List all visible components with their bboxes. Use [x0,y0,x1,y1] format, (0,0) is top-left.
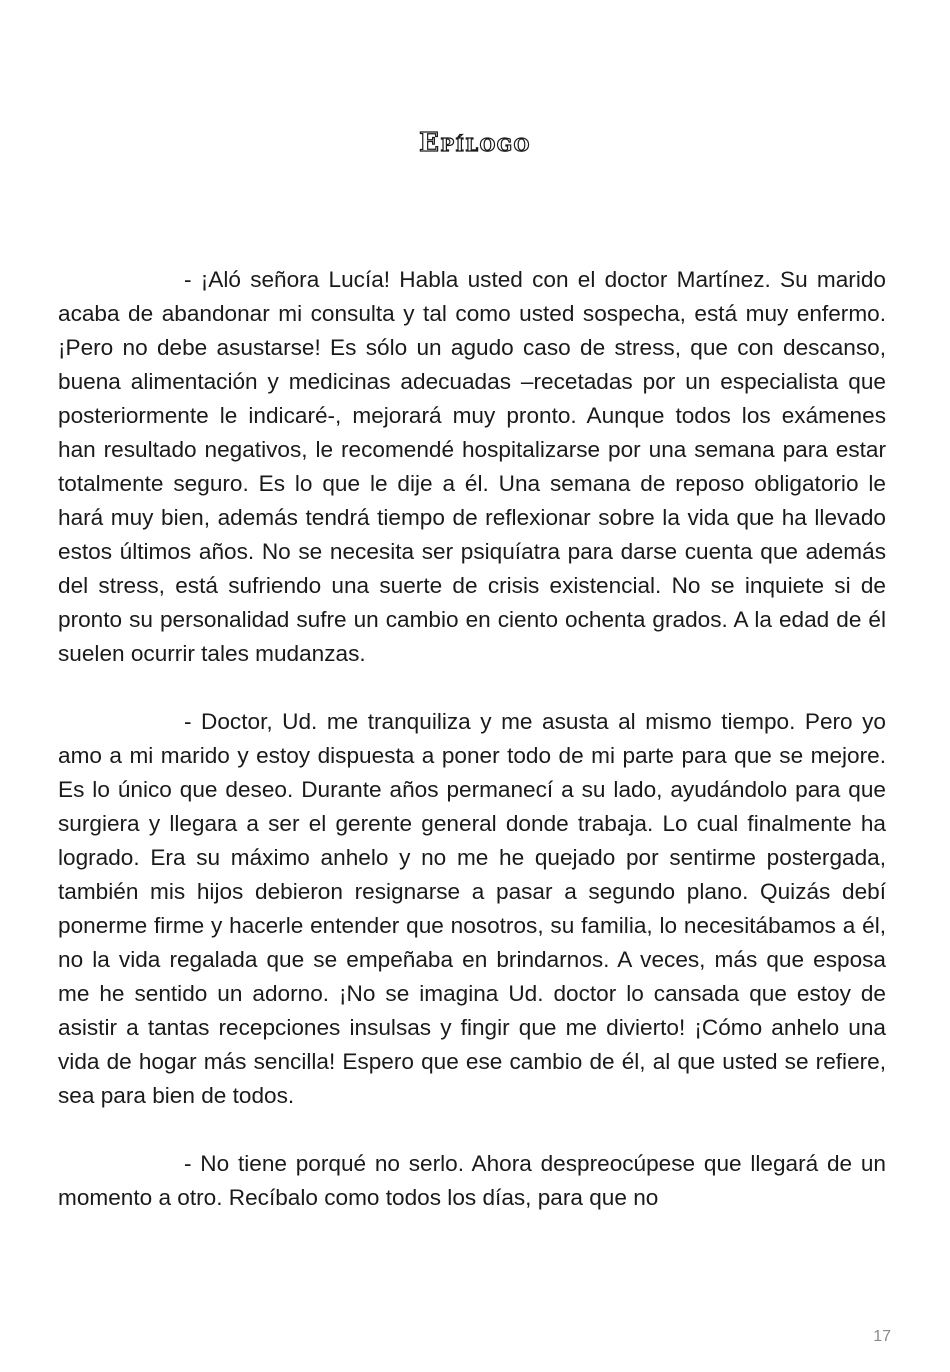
chapter-title: Epílogo [419,128,531,158]
page-number: 17 [873,1328,891,1345]
paragraph: - No tiene porqué no serlo. Ahora despreocúpese que llegará de un momento a otro. Recíbalo como todos los días, para que no [58,1151,886,1210]
body-text [58,263,886,1215]
paragraph: - Doctor, Ud. me tranquiliza y me asusta al mismo tiempo. Pero yo amo a mi marido y estoy dispuesta a poner todo de mi parte para que se mejore. Es lo único que deseo. Durante años permanecí a su lado, ayudándolo para que surgiera y llegara a ser el gerente general donde trabaja. Lo cual finalmente ha logrado. Era su máximo anhelo y no me he quejado por sentirme postergada, también mis hijos debieron resignarse a pasar a segundo plano. Quizás debí ponerme firme y hacerle entender que nosotros, su familia, lo necesitábamos a él, no la vida regalada que se empeñaba en brindarnos. A veces, más que esposa me he sentido un adorno. ¡No se imagina Ud. doctor lo cansada que estoy de asistir a tantas recepciones insulsas y fingir que me divierto! ¡Cómo anhelo una vida de hogar más sencilla! Espero que ese cambio de él, al que usted se refiere, sea para bien de todos. [58,709,886,1108]
paragraph: - ¡Aló señora Lucía! Habla usted con el doctor Martínez. Su marido acaba de abandonar mi consulta y tal como usted sospecha, está muy enfermo. ¡Pero no debe asustarse! Es sólo un agudo caso de stress, que con descanso, buena alimentación y medicinas adecuadas –recetadas por un especialista que posteriormente le indicaré-, mejorará muy pronto. Aunque todos los exámenes han resultado negativos, le recomendé hospitalizarse por una semana para estar totalmente seguro. Es lo que le dije a él. Una semana de reposo obligatorio le hará muy bien, además tendrá tiempo de reflexionar sobre la vida que ha llevado estos últimos años. No se necesita ser psiquíatra para darse cuenta que además del stress, está sufriendo una suerte de crisis existencial. No se inquiete si de pronto su personalidad sufre un cambio en ciento ochenta grados. A la edad de él suelen ocurrir tales mudanzas. [58,267,886,666]
